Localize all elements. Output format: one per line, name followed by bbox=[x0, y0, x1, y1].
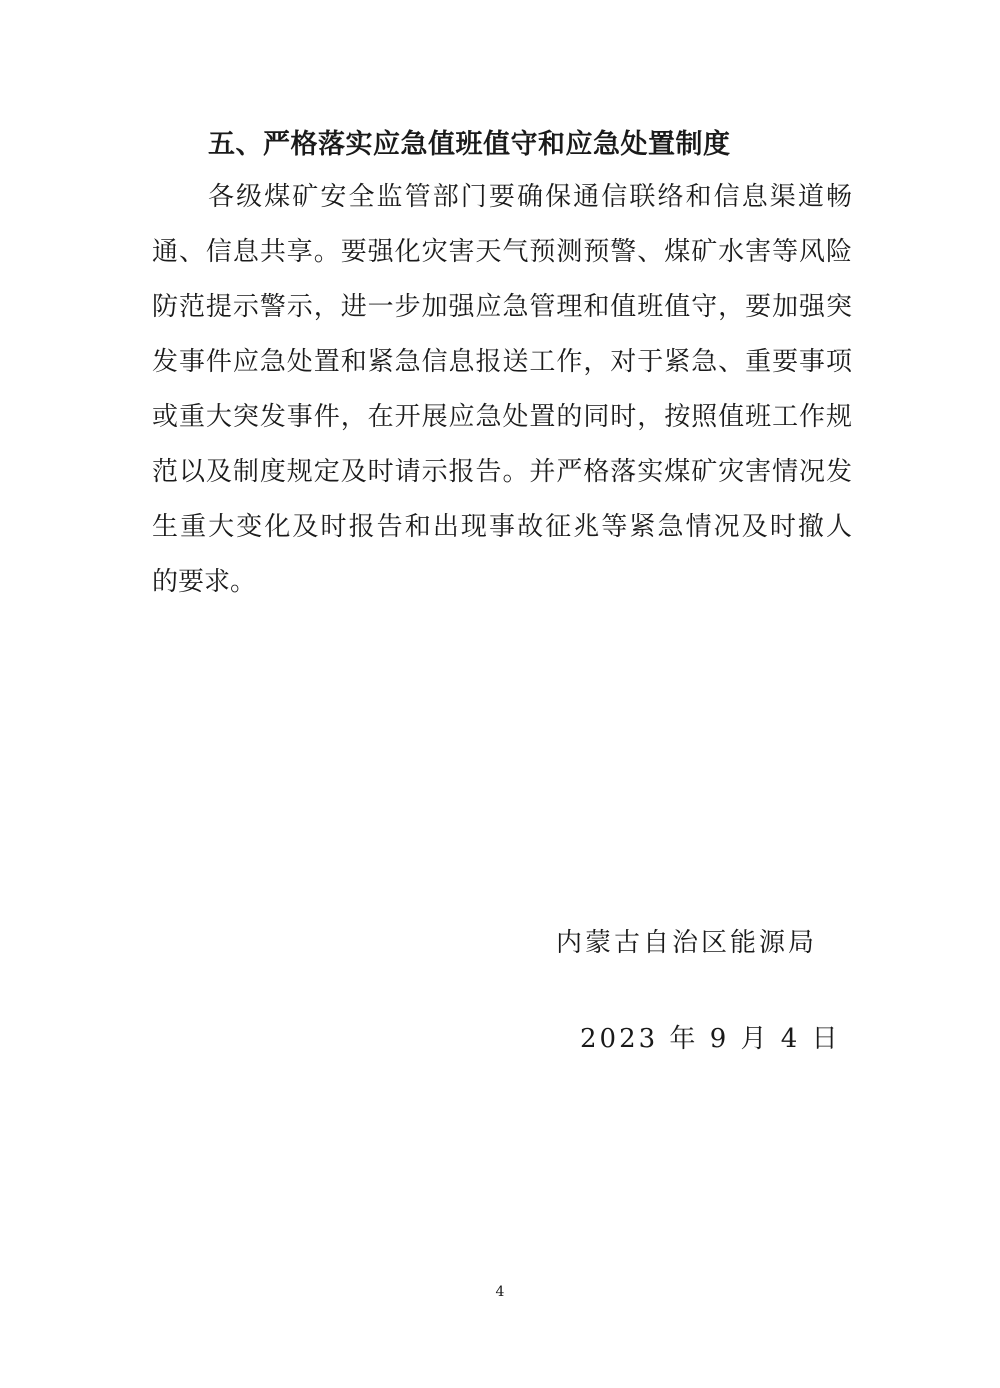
paragraph-line: 通、信息共享。要强化灾害天气预测预警、煤矿水害等风险 bbox=[152, 237, 852, 267]
paragraph-line: 范以及制度规定及时请示报告。并严格落实煤矿灾害情况发 bbox=[152, 457, 852, 487]
issuer-signature: 内蒙古自治区能源局 bbox=[556, 928, 818, 958]
section-heading: 五、严格落实应急值班值守和应急处置制度 bbox=[208, 129, 731, 160]
paragraph-line: 生重大变化及时报告和出现事故征兆等紧急情况及时撤人 bbox=[152, 512, 852, 542]
paragraph-line: 防范提示警示，进一步加强应急管理和值班值守，要加强突 bbox=[152, 292, 852, 322]
paragraph-line: 发事件应急处置和紧急信息报送工作，对于紧急、重要事项 bbox=[152, 347, 852, 377]
paragraph-line: 或重大突发事件，在开展应急处置的同时，按照值班工作规 bbox=[152, 402, 852, 432]
page-number: 4 bbox=[495, 1284, 505, 1300]
issue-date: 2023 年 9 月 4 日 bbox=[580, 1024, 841, 1054]
paragraph-line: 各级煤矿安全监管部门要确保通信联络和信息渠道畅 bbox=[208, 182, 852, 212]
paragraph-line: 的要求。 bbox=[152, 567, 257, 597]
body-paragraph bbox=[152, 170, 852, 610]
